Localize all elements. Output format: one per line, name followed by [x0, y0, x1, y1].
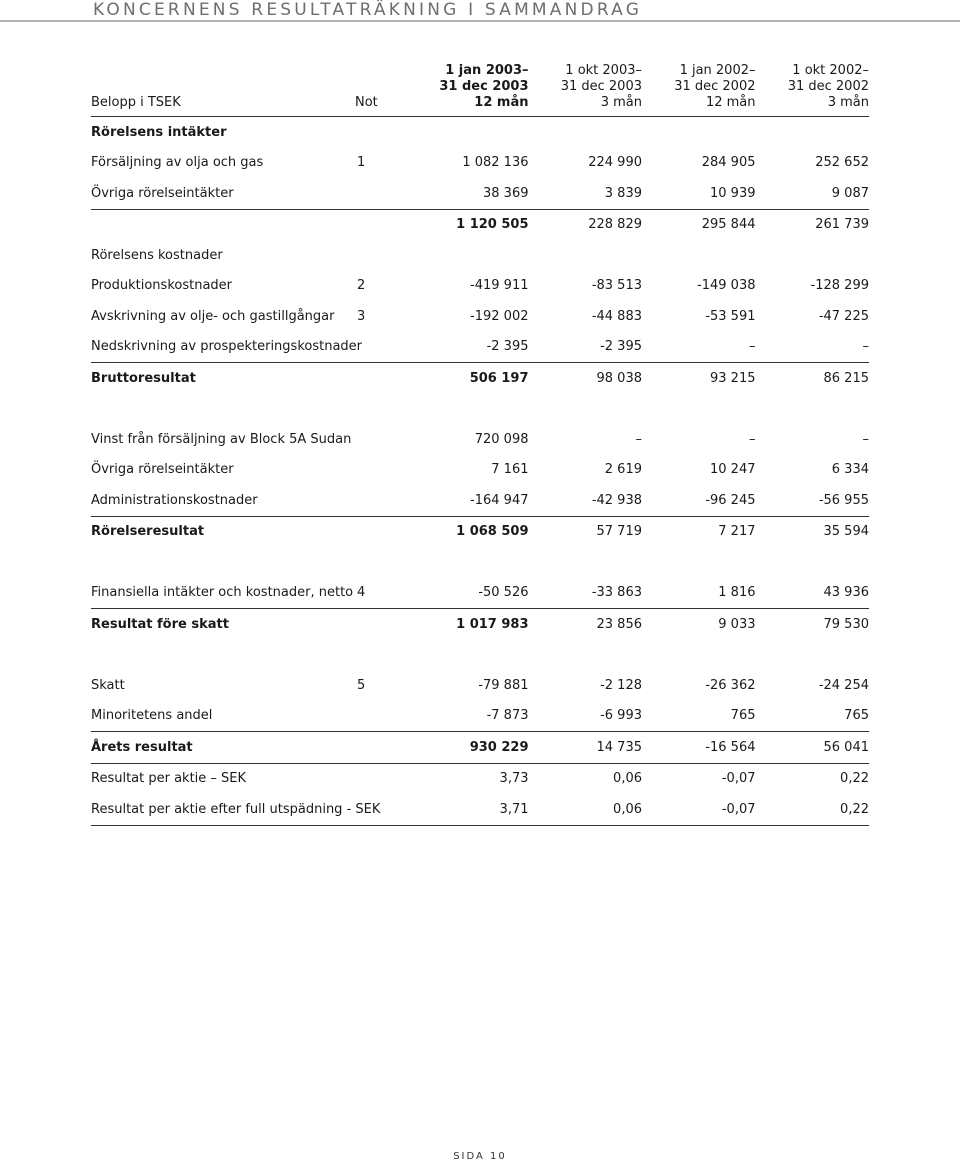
- total-row: [91, 363, 869, 394]
- total-row: [91, 609, 869, 640]
- spacer-row: [91, 640, 869, 671]
- row-label: Minoritetens andel: [91, 708, 213, 724]
- row-value: -24 254: [818, 677, 869, 693]
- row-value: 38 369: [483, 185, 529, 201]
- row-value: 720 098: [474, 431, 529, 447]
- row-value: -50 526: [478, 585, 529, 601]
- row-label: Årets resultat: [91, 732, 355, 764]
- row-note: [355, 424, 415, 455]
- row-value: 98 038: [529, 363, 643, 394]
- row-label: [91, 209, 355, 240]
- row-value: -16 564: [642, 732, 756, 764]
- row-value: -2 395: [486, 339, 529, 355]
- row-label: Administrationskostnader: [91, 492, 258, 508]
- table-row: [91, 701, 869, 732]
- row-value: 3 839: [604, 185, 642, 201]
- row-value: 9 033: [642, 609, 756, 640]
- table-row: [91, 148, 869, 179]
- table-row: [91, 301, 869, 332]
- page-number: SIDA 10: [453, 1151, 507, 1162]
- total-row: [91, 516, 869, 547]
- row-value: -2 128: [600, 677, 642, 693]
- row-label: Resultat före skatt: [91, 609, 355, 640]
- row-value: -2 395: [600, 339, 642, 355]
- row-value: 86 215: [756, 363, 870, 394]
- row-value: 224 990: [588, 155, 642, 171]
- row-note: [355, 209, 415, 240]
- table-row: [91, 763, 869, 794]
- row-label: Bruttoresultat: [91, 363, 355, 394]
- row-value: -192 002: [470, 308, 529, 324]
- row-value: 56 041: [756, 732, 870, 764]
- subtotal-row: [91, 209, 869, 240]
- row-value: 7 161: [491, 462, 529, 478]
- table-row: [91, 455, 869, 486]
- row-value: -42 938: [591, 492, 642, 508]
- row-value: 3,71: [415, 794, 529, 825]
- row-value: –: [862, 431, 869, 447]
- row-value: -56 955: [818, 492, 869, 508]
- table-row: [91, 271, 869, 302]
- row-value: –: [635, 431, 642, 447]
- row-value: -79 881: [478, 677, 529, 693]
- row-label: Resultat per aktie efter full utspädning - SEK: [91, 794, 355, 825]
- row-label: Nedskrivning av prospekteringskostnader: [91, 339, 363, 355]
- row-value: 79 530: [756, 609, 870, 640]
- column-header-period: 1 okt 2002– 31 dec 2002 3 mån: [756, 63, 870, 117]
- row-value: 1 816: [718, 585, 756, 601]
- row-value: -33 863: [591, 585, 642, 601]
- row-label: Rörelseresultat: [91, 516, 355, 547]
- row-value: 252 652: [815, 155, 869, 171]
- row-value: 1 068 509: [415, 516, 529, 547]
- spacer-row: [91, 394, 869, 425]
- row-note: [355, 701, 415, 732]
- row-note: [355, 455, 415, 486]
- row-label: Avskrivning av olje- och gastillgångar: [91, 308, 335, 324]
- row-note: 4: [357, 585, 366, 601]
- spacer-row: [91, 547, 869, 578]
- row-label: Rörelsens intäkter: [91, 124, 227, 140]
- row-note: [355, 609, 415, 640]
- row-label: Produktionskostnader: [91, 278, 233, 294]
- row-value: 23 856: [529, 609, 643, 640]
- row-label: Resultat per aktie – SEK: [91, 771, 247, 787]
- column-header-note: Not: [355, 63, 415, 117]
- row-note: [355, 485, 415, 516]
- row-value: 228 829: [529, 209, 643, 240]
- row-value: –: [749, 431, 756, 447]
- column-header-period: 1 jan 2003– 31 dec 2003 12 mån: [415, 63, 529, 117]
- row-value: 9 087: [831, 185, 869, 201]
- row-value: -6 993: [600, 708, 642, 724]
- row-value: 0,06: [613, 771, 642, 787]
- table-row: [91, 485, 869, 516]
- row-note: [355, 732, 415, 764]
- row-value: 93 215: [642, 363, 756, 394]
- row-value: 6 334: [831, 462, 869, 478]
- row-value: 2 619: [604, 462, 642, 478]
- row-value: 43 936: [823, 585, 869, 601]
- row-value: 765: [730, 708, 756, 724]
- header-row: [91, 63, 869, 117]
- row-note: 5: [357, 677, 366, 693]
- row-note: [355, 363, 415, 394]
- row-value: 930 229: [415, 732, 529, 764]
- row-value: -0,07: [721, 771, 756, 787]
- row-value: –: [749, 339, 756, 355]
- row-label: Skatt: [91, 677, 125, 693]
- column-header-period: 1 jan 2002– 31 dec 2002 12 mån: [642, 63, 756, 117]
- page-title: KONCERNENS RESULTATRÄKNING I SAMMANDRAG: [93, 0, 643, 20]
- row-value: 10 939: [710, 185, 756, 201]
- row-value: -83 513: [591, 278, 642, 294]
- row-value: -7 873: [486, 708, 529, 724]
- row-note: [355, 332, 415, 363]
- row-value: –: [862, 339, 869, 355]
- row-value: 35 594: [756, 516, 870, 547]
- row-note: [355, 516, 415, 547]
- table-row: [91, 794, 869, 825]
- row-value: 1 120 505: [415, 209, 529, 240]
- row-value: 261 739: [756, 209, 870, 240]
- income-statement-table: [91, 63, 869, 826]
- row-value: -53 591: [705, 308, 756, 324]
- column-header-label: Belopp i TSEK: [91, 63, 355, 117]
- row-value: 506 197: [415, 363, 529, 394]
- table-row: [91, 178, 869, 209]
- row-value: -44 883: [591, 308, 642, 324]
- page-banner: [0, 0, 960, 22]
- row-value: 284 905: [701, 155, 756, 171]
- row-note: [355, 763, 415, 794]
- column-header-period: 1 okt 2003– 31 dec 2003 3 mån: [529, 63, 643, 117]
- row-value: -128 299: [810, 278, 869, 294]
- row-label: Övriga rörelseintäkter: [91, 462, 234, 478]
- row-note: 2: [357, 278, 366, 294]
- row-label: Finansiella intäkter och kostnader, netto: [91, 585, 354, 601]
- row-value: -96 245: [705, 492, 756, 508]
- table-row: [91, 578, 869, 609]
- row-note: [355, 178, 415, 209]
- row-value: 295 844: [642, 209, 756, 240]
- row-value: 1 082 136: [462, 155, 529, 171]
- section-heading-row: [91, 240, 869, 271]
- row-label: Vinst från försäljning av Block 5A Sudan: [91, 431, 352, 447]
- table-row: [91, 332, 869, 363]
- row-label: Rörelsens kostnader: [91, 247, 223, 263]
- row-value: -419 911: [470, 278, 529, 294]
- row-value: 10 247: [710, 462, 756, 478]
- row-label: Försäljning av olja och gas: [91, 155, 264, 171]
- banner-rule: [0, 20, 960, 22]
- row-value: -0,07: [642, 794, 756, 825]
- row-note: 3: [357, 308, 366, 324]
- row-value: -26 362: [705, 677, 756, 693]
- total-row: [91, 732, 869, 764]
- row-value: 0,06: [529, 794, 643, 825]
- table-row: [91, 424, 869, 455]
- table-row: [91, 670, 869, 701]
- row-value: 57 719: [529, 516, 643, 547]
- row-label: Övriga rörelseintäkter: [91, 185, 234, 201]
- row-value: 3,73: [499, 771, 529, 787]
- row-value: -149 038: [697, 278, 756, 294]
- row-value: 0,22: [840, 771, 869, 787]
- row-value: 0,22: [756, 794, 870, 825]
- row-value: 14 735: [529, 732, 643, 764]
- row-value: -164 947: [470, 492, 529, 508]
- section-heading-row: [91, 117, 869, 148]
- row-value: 7 217: [642, 516, 756, 547]
- row-value: 765: [844, 708, 869, 724]
- row-value: -47 225: [818, 308, 869, 324]
- row-value: 1 017 983: [415, 609, 529, 640]
- row-note: 1: [357, 155, 366, 171]
